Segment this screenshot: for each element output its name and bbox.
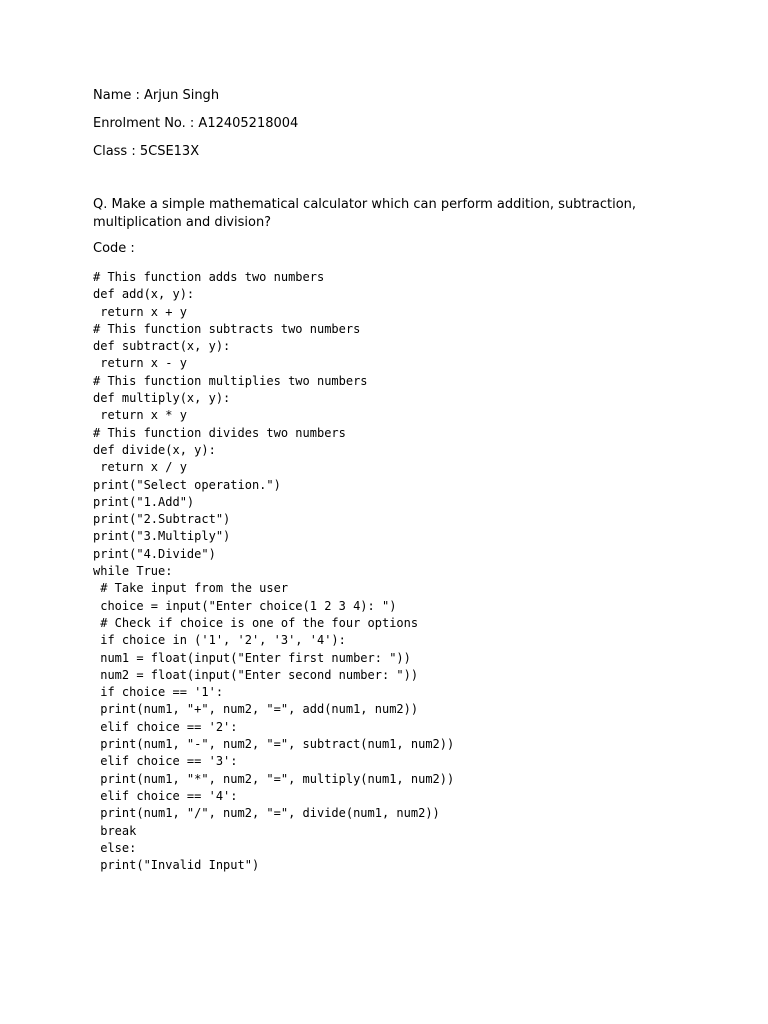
code-line: num2 = float(input("Enter second number: ")) — [93, 667, 419, 682]
code-line: # This function divides two numbers — [93, 425, 346, 440]
enrolment-number: Enrolment No. : A12405218004 — [93, 116, 299, 131]
code-line: def multiply(x, y): — [93, 391, 231, 406]
code-line: print(num1, "*", num2, "=", multiply(num1, num2)) — [93, 771, 455, 786]
code-line: print(num1, "-", num2, "=", subtract(num1, num2)) — [93, 737, 455, 752]
code-line: print("3.Multiply") — [93, 529, 231, 544]
code-line: break — [93, 823, 137, 838]
code-line: num1 = float(input("Enter first number: ")) — [93, 650, 411, 665]
code-line: while True: — [93, 564, 173, 579]
code-line: # Check if choice is one of the four options — [93, 615, 419, 630]
code-line: return x * y — [93, 408, 187, 423]
code-line: elif choice == '2': — [93, 719, 238, 734]
code-line: # This function subtracts two numbers — [93, 321, 361, 336]
code-line: def divide(x, y): — [93, 442, 216, 457]
code-block — [93, 269, 733, 874]
code-line: print("2.Subtract") — [93, 512, 231, 527]
code-line: def add(x, y): — [93, 287, 195, 302]
code-line: if choice in ('1', '2', '3', '4'): — [93, 633, 346, 648]
code-line: elif choice == '3': — [93, 754, 238, 769]
question-text: Q. Make a simple mathematical calculator which can perform addition, subtraction, multiplication and division? — [93, 197, 637, 230]
code-line: return x + y — [93, 304, 187, 319]
code-line: # Take input from the user — [93, 581, 289, 596]
class-code: Class : 5CSE13X — [93, 144, 200, 159]
code-line: print(num1, "/", num2, "=", divide(num1, num2)) — [93, 806, 440, 821]
code-line: return x - y — [93, 356, 187, 371]
code-line: print("4.Divide") — [93, 546, 216, 561]
code-line: print("1.Add") — [93, 494, 195, 509]
student-info — [93, 87, 693, 171]
code-line: print(num1, "+", num2, "=", add(num1, num2)) — [93, 702, 419, 717]
code-line: elif choice == '4': — [93, 788, 238, 803]
student-name: Name : Arjun Singh — [93, 88, 220, 103]
code-label: Code : — [93, 241, 135, 256]
code-line: return x / y — [93, 460, 187, 475]
code-line: print("Invalid Input") — [93, 858, 260, 873]
code-line: # This function adds two numbers — [93, 270, 325, 284]
code-line: def subtract(x, y): — [93, 339, 231, 354]
code-line: # This function multiplies two numbers — [93, 373, 368, 388]
code-line: print("Select operation.") — [93, 477, 281, 492]
code-line: if choice == '1': — [93, 685, 224, 700]
code-line: choice = input("Enter choice(1 2 3 4): ") — [93, 598, 397, 613]
code-line: else: — [93, 840, 137, 855]
